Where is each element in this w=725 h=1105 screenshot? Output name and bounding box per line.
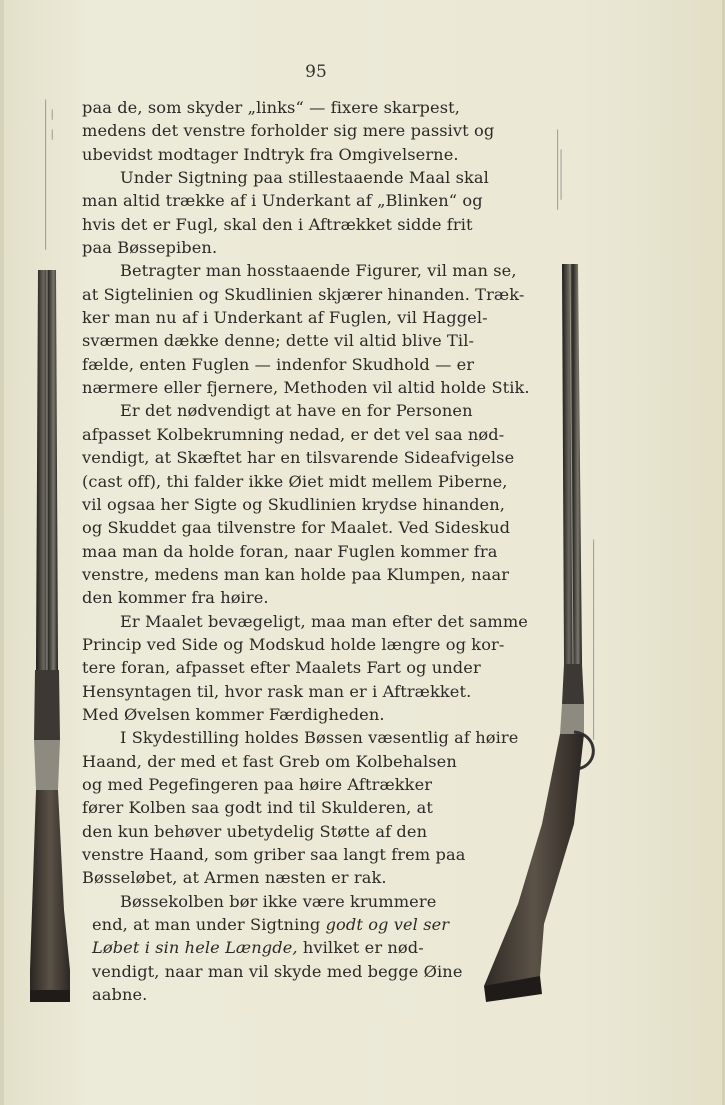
text-span: end, at man under Sigtning (92, 915, 326, 935)
text-line: Haand, der med et fast Greb om Kolbehalsen (82, 751, 457, 771)
text-line: den kun behøver ubetydelig Støtte af den (82, 821, 428, 841)
text-line: afpasset Kolbekrumning nedad, er det vel saa nød- (82, 424, 505, 444)
text-line: ker man nu af i Underkant af Fuglen, vil Haggel- (82, 308, 488, 328)
body-text (82, 96, 532, 1006)
text-line: nærmere eller fjernere, Methoden vil altid holde Stik. (82, 378, 530, 398)
italic-text: Løbet i sin hele Længde, (92, 938, 298, 958)
text-line: sværmen dække denne; dette vil altid blive Til- (82, 331, 475, 351)
text-line: ubevidst modtager Indtryk fra Omgivelserne. (82, 144, 459, 164)
text-line: Bøsseløbet, at Armen næsten er rak. (82, 868, 387, 888)
text-line: fører Kolben saa godt ind til Skulderen, at (82, 798, 433, 818)
text-span: aabne. (92, 985, 148, 1005)
page-number: 95 (305, 62, 327, 82)
right-margin-marks: | | || || || || || | (556, 129, 563, 210)
text-line: den kommer fra høire. (82, 588, 269, 608)
text-line (82, 936, 532, 959)
text-line: og Skuddet gaa tilvenstre for Maalet. Ved Sideskud (82, 518, 511, 538)
left-margin-marks: | | | | | | | | | | | | | | | | | (44, 99, 54, 250)
italic-text: godt og vel ser (325, 915, 450, 935)
page-left-edge (0, 0, 4, 1105)
text-line: Med Øvelsen kommer Færdigheden. (82, 704, 385, 724)
text-span: Bøssekolben bør ikke være krummere (120, 891, 437, 911)
text-line: maa man da holde foran, naar Fuglen kommer fra (82, 541, 498, 561)
text-line: medens det venstre forholder sig mere passivt og (82, 121, 495, 141)
text-line (82, 960, 532, 983)
text-line (82, 913, 532, 936)
text-line: fælde, enten Fuglen — indenfor Skudhold — er (82, 354, 475, 374)
text-line: venstre Haand, som griber saa langt frem paa (82, 845, 466, 864)
text-line: hvis det er Fugl, skal den i Aftrækket sidde frit (82, 214, 473, 234)
text-line (82, 890, 532, 913)
text-span: vendigt, naar man vil skyde med begge Øine (92, 961, 463, 981)
text-span: hvilket er nød- (297, 938, 424, 958)
right-margin-marks-lower: | | | | | | | | | | | | | | | | | | | | (592, 539, 596, 740)
text-line: at Sigtelinien og Skudlinien skjærer hinanden. Træk- (82, 284, 525, 304)
text-line: og med Pegefingeren paa høire Aftrækker (82, 774, 433, 794)
text-line: Er det nødvendigt at have en for Personen (120, 401, 473, 421)
text-line: Er Maalet bevægeligt, maa man efter det samme (120, 611, 528, 631)
text-line: paa de, som skyder „links“ — fixere skarpest, (82, 98, 460, 117)
text-line: Under Sigtning paa stillestaaende Maal skal (120, 168, 489, 188)
text-line: Princip ved Side og Modskud holde længre og kor- (82, 634, 505, 654)
text-line: tere foran, afpasset efter Maalets Fart og under (82, 658, 481, 678)
text-line (82, 983, 532, 1006)
text-line: vendigt, at Skæftet har en tilsvarende Sideafvigelse (82, 448, 515, 468)
shotgun-illustration-left (22, 270, 84, 1010)
text-line: (cast off), thi falder ikke Øiet midt mellem Piberne, (82, 471, 508, 491)
text-line: venstre, medens man kan holde paa Klumpen, naar (82, 564, 510, 584)
text-line: man altid trække af i Underkant af „Blinken“ og (82, 191, 483, 211)
text-line: paa Bøssepiben. (82, 238, 218, 258)
text-line: I Skydestilling holdes Bøssen væsentlig af høire (120, 728, 519, 748)
text-line: Hensyntagen til, hvor rask man er i Aftrækket. (82, 681, 472, 701)
text-line: vil ogsaa her Sigte og Skudlinien krydse hinanden, (82, 494, 506, 514)
text-line: Betragter man hosstaaende Figurer, vil man se, (120, 261, 517, 281)
